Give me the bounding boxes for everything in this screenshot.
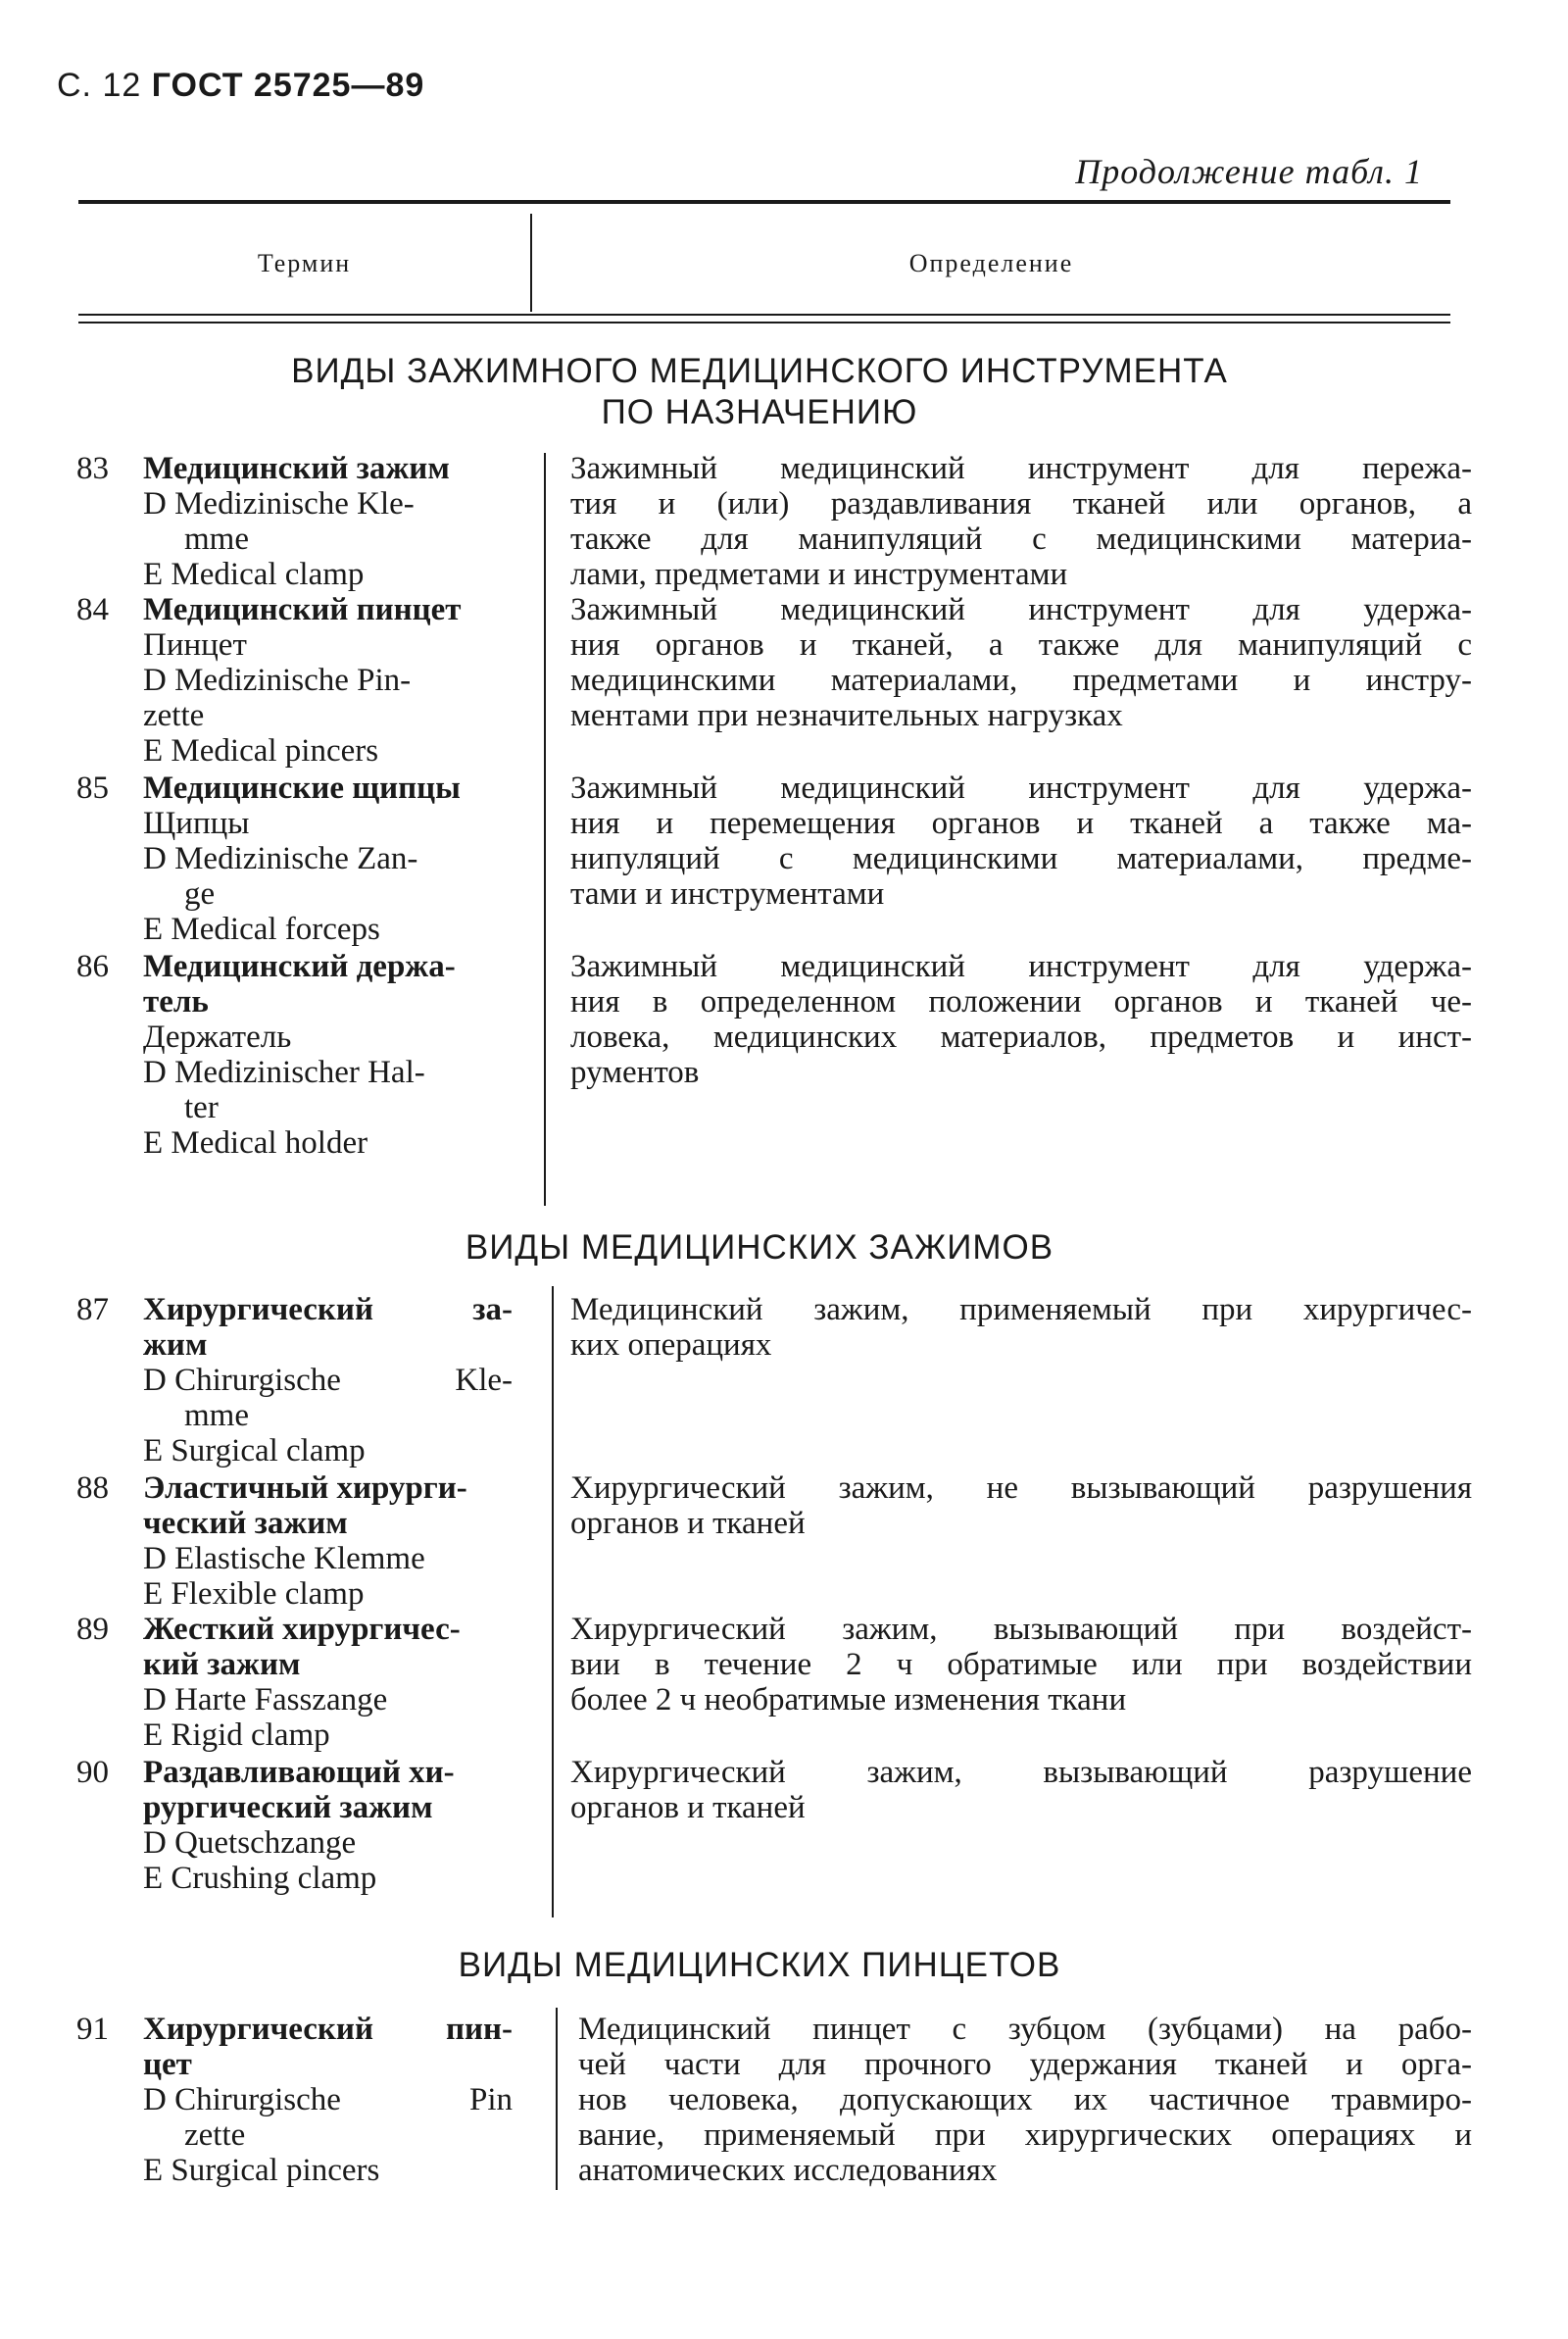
table-continuation-label: Продолжение табл. 1: [1075, 152, 1423, 191]
term-russian-cont: тель: [143, 984, 209, 1020]
definition-line: нов человека, допускающих их частичное травмиро-: [578, 2082, 1472, 2117]
definition-line: медицинскими материалами, предметами и инстру-: [570, 663, 1472, 698]
definition-line: тия и (или) раздавливания тканей или органов, а: [570, 486, 1472, 522]
term-russian-cont: рургический зажим: [143, 1790, 433, 1825]
term-russian: Медицинский зажим: [143, 451, 450, 486]
term-russian: Раздавливающий хи-: [143, 1755, 455, 1790]
definition-line: анатомических исследованиях: [578, 2153, 998, 2188]
term-english: E Crushing clamp: [143, 1861, 377, 1896]
term-russian-cont: цет: [143, 2047, 192, 2082]
definition-line: нипуляций с медицинскими материалами, предме-: [570, 841, 1472, 876]
term-english: E Medical pincers: [143, 733, 379, 769]
definition-line: ния органов и тканей, а также для манипуляций с: [570, 627, 1472, 663]
definition-line: Медицинский зажим, применяемый при хирургичес-: [570, 1292, 1472, 1327]
column-divider-section-3: [556, 2008, 558, 2190]
section-title-purpose: [78, 351, 1441, 433]
term-88: [76, 1470, 513, 1612]
term-german: D Quetschzange: [143, 1825, 357, 1861]
term-russian-cont: кий зажим: [143, 1647, 301, 1682]
term-number: 90: [76, 1755, 109, 1790]
term-84: [76, 592, 513, 769]
term-86: [76, 949, 513, 1161]
definition-line: тами и инструментами: [570, 876, 885, 912]
definition-line: чей части для прочного удержания тканей и орга-: [578, 2047, 1472, 2082]
term-russian-synonym: Щипцы: [143, 806, 250, 841]
definition-86: [570, 949, 1472, 1090]
term-german-cont: mme: [184, 1398, 249, 1433]
definition-line: ловека, медицинских материалов, предметов и инст-: [570, 1020, 1472, 1055]
term-english: E Medical forceps: [143, 912, 380, 947]
term-number: 89: [76, 1612, 109, 1647]
section-title-clamps: [78, 1227, 1441, 1269]
definition-line: ния и перемещения органов и тканей а также ма-: [570, 806, 1472, 841]
section-title-line: ВИДЫ МЕДИЦИНСКИХ ПИНЦЕТОВ: [458, 1946, 1061, 1984]
term-russian-synonym: Пинцет: [143, 627, 247, 663]
definition-line: Зажимный медицинский инструмент для пережа-: [570, 451, 1472, 486]
term-number: 85: [76, 771, 109, 806]
column-divider-section-1: [544, 453, 546, 1206]
term-russian: Хирургический: [143, 1292, 373, 1327]
term-english: E Flexible clamp: [143, 1576, 365, 1612]
definition-line: ментами при незначительных нагрузках: [570, 698, 1123, 733]
definition-89: [570, 1612, 1472, 1717]
definition-line: Хирургический зажим, вызывающий при воздейст-: [570, 1612, 1472, 1647]
term-german: D Chirurgische: [143, 2082, 341, 2117]
column-header-term: Термин: [257, 249, 352, 277]
term-german-cont: zette: [184, 2117, 246, 2153]
standard-code: ГОСТ 25725—89: [151, 67, 425, 104]
section-title-line: ПО НАЗНАЧЕНИЮ: [601, 393, 918, 431]
term-german-cont: mme: [184, 522, 249, 557]
term-83: [76, 451, 513, 592]
section-title-line: ВИДЫ ЗАЖИМНОГО МЕДИЦИНСКОГО ИНСТРУМЕНТА: [291, 352, 1228, 390]
term-russian: Медицинский пинцет: [143, 592, 462, 627]
term-german: D Chirurgische: [143, 1363, 341, 1398]
term-number: 86: [76, 949, 109, 984]
page-header: [57, 67, 424, 105]
term-german: D Medizinische Pin-: [143, 663, 412, 698]
term-russian: Медицинский держа-: [143, 949, 456, 984]
definition-line: Зажимный медицинский инструмент для удержа-: [570, 592, 1472, 627]
term-german: D Elastische Klemme: [143, 1541, 425, 1576]
term-english: E Rigid clamp: [143, 1717, 330, 1753]
definition-line: ких операциях: [570, 1327, 772, 1363]
term-english: E Surgical pincers: [143, 2153, 380, 2188]
term-english: E Medical holder: [143, 1125, 368, 1161]
definition-83: [570, 451, 1472, 592]
term-russian: Эластичный хирурги-: [143, 1470, 467, 1506]
definition-line: органов и тканей: [570, 1506, 806, 1541]
term-german: D Harte Fasszange: [143, 1682, 388, 1717]
term-german-cont: ge: [184, 876, 216, 912]
term-russian-hyphen: пин-: [445, 2012, 513, 2047]
definition-line: более 2 ч необратимые изменения ткани: [570, 1682, 1127, 1717]
term-german: D Medizinische Zan-: [143, 841, 418, 876]
definition-90: [570, 1755, 1472, 1825]
definition-87: [570, 1292, 1472, 1363]
term-russian: Хирургический: [143, 2012, 373, 2047]
term-russian-cont: жим: [143, 1327, 208, 1363]
term-russian-cont: ческий зажим: [143, 1506, 348, 1541]
term-91: [76, 2012, 513, 2188]
definition-85: [570, 771, 1472, 912]
column-divider-section-2: [552, 1286, 554, 1917]
term-russian-synonym: Держатель: [143, 1020, 292, 1055]
section-title-line: ВИДЫ МЕДИЦИНСКИХ ЗАЖИМОВ: [465, 1228, 1054, 1267]
definition-line: вание, применяемый при хирургических операциях и: [578, 2117, 1472, 2153]
term-number: 87: [76, 1292, 109, 1327]
term-number: 84: [76, 592, 109, 627]
definition-line: вии в течение 2 ч обратимые или при воздействии: [570, 1647, 1472, 1682]
term-russian-hyphen: за-: [472, 1292, 513, 1327]
section-title-pincers: [78, 1945, 1441, 1986]
definition-84: [570, 592, 1472, 733]
term-russian: Медицинские щипцы: [143, 771, 461, 806]
definition-line: Хирургический зажим, вызывающий разрушение: [570, 1755, 1472, 1790]
term-number: 83: [76, 451, 109, 486]
term-german: D Medizinische Kle-: [143, 486, 415, 522]
page-number: С. 12: [57, 67, 142, 104]
table-top-rule: [78, 200, 1450, 204]
definition-line: ния в определенном положении органов и тканей че-: [570, 984, 1472, 1020]
term-number: 91: [76, 2012, 109, 2047]
term-89: [76, 1612, 513, 1753]
term-english: E Medical clamp: [143, 557, 365, 592]
column-header-definition: Определение: [908, 249, 1074, 277]
definition-line: Зажимный медицинский инструмент для удержа-: [570, 949, 1472, 984]
term-german-hyphen: Pin: [468, 2082, 513, 2117]
term-german-cont: zette: [143, 698, 205, 733]
term-russian: Жесткий хирургичес-: [143, 1612, 461, 1647]
definition-line: Хирургический зажим, не вызывающий разрушения: [570, 1470, 1472, 1506]
term-87: [76, 1292, 513, 1468]
definition-88: [570, 1470, 1472, 1541]
term-english: E Surgical clamp: [143, 1433, 366, 1468]
definition-line: также для манипуляций с медицинскими материа-: [570, 522, 1472, 557]
term-german-cont: ter: [184, 1090, 219, 1125]
term-number: 88: [76, 1470, 109, 1506]
term-90: [76, 1755, 513, 1896]
definition-line: лами, предметами и инструментами: [570, 557, 1068, 592]
definition-line: органов и тканей: [570, 1790, 806, 1825]
definition-line: Зажимный медицинский инструмент для удержа-: [570, 771, 1472, 806]
table-header-rule-2: [78, 322, 1450, 323]
definition-91: [578, 2012, 1472, 2188]
table-header-rule-1: [78, 314, 1450, 316]
definition-line: Медицинский пинцет с зубцом (зубцами) на рабо-: [578, 2012, 1472, 2047]
term-german: D Medizinischer Hal-: [143, 1055, 425, 1090]
term-85: [76, 771, 513, 947]
term-german-hyphen: Kle-: [455, 1363, 513, 1398]
definition-line: рументов: [570, 1055, 700, 1090]
